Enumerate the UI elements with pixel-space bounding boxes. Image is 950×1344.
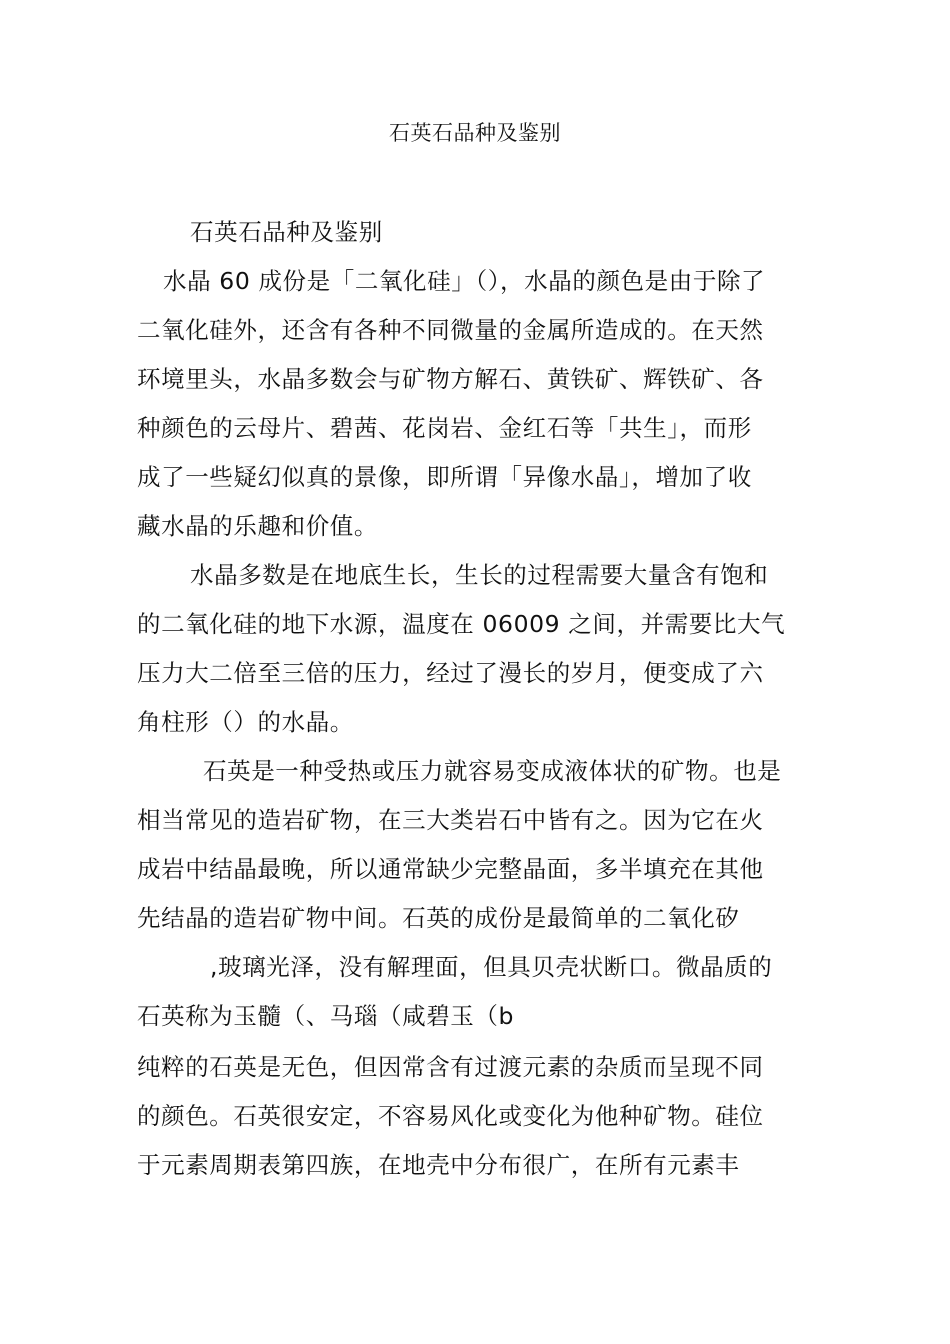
paragraph-line: 石英称为玉髓（、马瑙（咸碧玉（b: [137, 1002, 515, 1030]
paragraph-line: ,玻璃光泽，没有解理面，但具贝壳状断口。微晶质的: [210, 953, 773, 981]
paragraph-line: 种颜色的云母片、碧茜、花岗岩、金红石等「共生」，而形: [137, 414, 752, 442]
paragraph-line: 压力大二倍至三倍的压力，经过了漫长的岁月，便变成了六: [137, 659, 764, 687]
paragraph-line: 环境里头，水晶多数会与矿物方解石、黄铁矿、辉铁矿、各: [137, 365, 764, 393]
paragraph-line: 角柱形（）的水晶。: [137, 708, 354, 736]
paragraph-line: 于元素周期表第四族，在地壳中分布很广，在所有元素丰: [137, 1151, 740, 1179]
paragraph-line: 水晶 60 成份是「二氧化硅」（），水晶的颜色是由于除了: [163, 267, 766, 295]
paragraph-line: 成岩中结晶最晚，所以通常缺少完整晶面，多半填充在其他: [137, 855, 764, 883]
paragraph-line: 先结晶的造岩矿物中间。石英的成份是最简单的二氧化矽: [137, 904, 740, 932]
paragraph-line: 相当常见的造岩矿物，在三大类岩石中皆有之。因为它在火: [137, 806, 764, 834]
paragraph-line: 纯粹的石英是无色，但因常含有过渡元素的杂质而呈现不同: [137, 1053, 764, 1081]
paragraph-line: 水晶多数是在地底生长，生长的过程需要大量含有饱和: [190, 561, 769, 589]
paragraph-line: 藏水晶的乐趣和价值。: [137, 512, 378, 540]
paragraph-line: 石英是一种受热或压力就容易变成液体状的矿物。也是: [203, 757, 782, 785]
document-title: 石英石品种及鉴别: [389, 121, 561, 145]
paragraph-heading: 石英石品种及鉴别: [190, 218, 383, 246]
paragraph-line: 的颜色。石英很安定，不容易风化或变化为他种矿物。硅位: [137, 1102, 764, 1130]
paragraph-line: 二氧化硅外，还含有各种不同微量的金属所造成的。在天然: [137, 316, 764, 344]
paragraph-line: 成了一些疑幻似真的景像，即所谓「异像水晶」，增加了收: [137, 463, 752, 491]
paragraph-line: 的二氧化硅的地下水源，温度在 06009 之间，并需要比大气: [137, 610, 786, 638]
